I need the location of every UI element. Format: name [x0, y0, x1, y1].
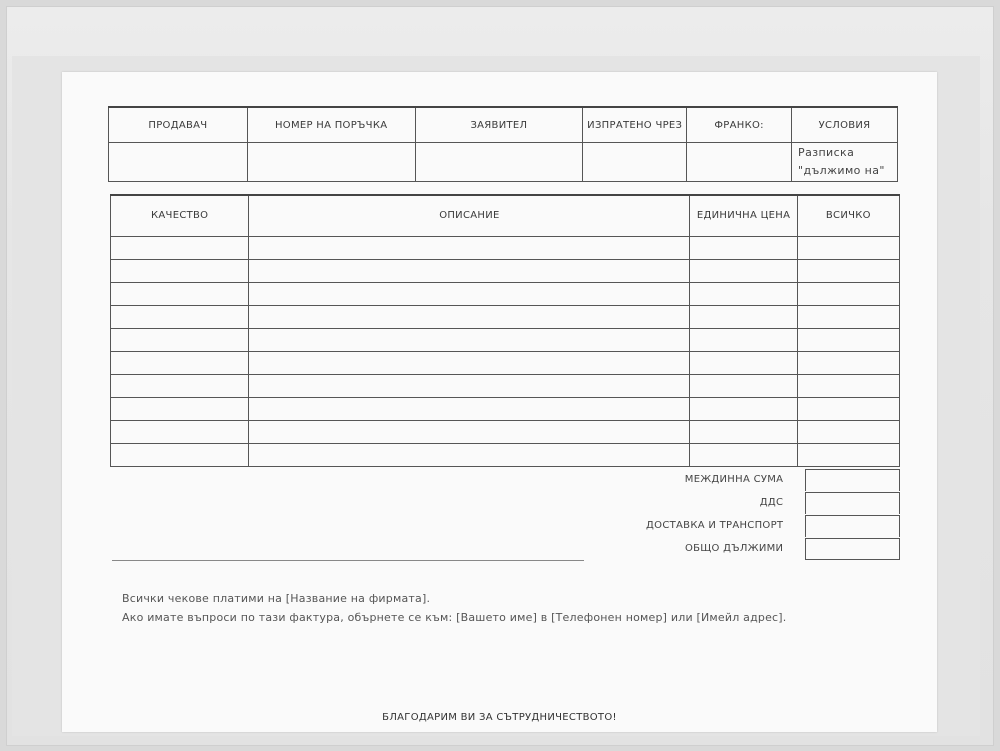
quantity-cell[interactable]: [111, 237, 249, 260]
subtotal-label: МЕЖДИННА СУМА: [684, 474, 784, 485]
line-total-header: ВСИЧКО: [797, 195, 899, 237]
line-total-cell[interactable]: [797, 421, 899, 444]
unit-price-header: ЕДИНИЧНА ЦЕНА: [690, 195, 797, 237]
requester-header: ЗАЯВИТЕЛ: [415, 107, 583, 143]
checks-note: Всички чекове платими на [Название на фирмата].: [122, 592, 431, 605]
seller-header: ПРОДАВАЧ: [109, 107, 248, 143]
terms-cell[interactable]: Разписка "дължимо на": [792, 143, 898, 182]
table-row: [111, 444, 900, 467]
description-header: ОПИСАНИЕ: [249, 195, 690, 237]
shipped-via-header: ИЗПРАТЕНО ЧРЕЗ: [583, 107, 687, 143]
description-cell[interactable]: [249, 237, 690, 260]
description-cell[interactable]: [249, 398, 690, 421]
order-number-cell[interactable]: [247, 143, 415, 182]
unit-price-cell[interactable]: [690, 421, 797, 444]
shipping-label: ДОСТАВКА И ТРАНСПОРТ: [646, 520, 784, 531]
table-row: [111, 283, 900, 306]
vat-row: [582, 491, 900, 514]
quantity-cell[interactable]: [111, 306, 249, 329]
shipping-row: [582, 514, 900, 537]
vat-label: ДДС: [759, 497, 784, 508]
quantity-cell[interactable]: [111, 352, 249, 375]
line-total-cell[interactable]: [797, 237, 899, 260]
terms-header: УСЛОВИЯ: [792, 107, 898, 143]
quantity-cell[interactable]: [111, 421, 249, 444]
unit-price-cell[interactable]: [690, 398, 797, 421]
quantity-cell[interactable]: [111, 444, 249, 467]
quantity-cell[interactable]: [111, 329, 249, 352]
line-total-cell[interactable]: [797, 375, 899, 398]
table-row: [111, 260, 900, 283]
unit-price-cell[interactable]: [690, 237, 797, 260]
shipped-via-cell[interactable]: [583, 143, 687, 182]
total-due-row: [582, 537, 900, 560]
invoice-page: [62, 72, 937, 732]
description-cell[interactable]: [249, 421, 690, 444]
table-row: [111, 329, 900, 352]
line-total-cell[interactable]: [797, 306, 899, 329]
quantity-cell[interactable]: [111, 375, 249, 398]
seller-cell[interactable]: [109, 143, 248, 182]
fob-header: ФРАНКО:: [687, 107, 792, 143]
total-due-field[interactable]: [805, 538, 900, 560]
table-row: [111, 375, 900, 398]
table-row: [111, 352, 900, 375]
description-cell[interactable]: [249, 260, 690, 283]
description-cell[interactable]: [249, 329, 690, 352]
description-cell[interactable]: [249, 306, 690, 329]
requester-cell[interactable]: [415, 143, 583, 182]
table-row: [111, 306, 900, 329]
subtotal-row: [582, 468, 900, 491]
table-row: [111, 421, 900, 444]
order-info-table: [108, 106, 898, 182]
total-due-label: ОБЩО ДЪЛЖИМИ: [684, 543, 784, 554]
line-total-cell[interactable]: [797, 260, 899, 283]
order-number-header: НОМЕР НА ПОРЪЧКА: [247, 107, 415, 143]
questions-note: Ако имате въпроси по тази фактура, обърнете се към: [Вашето име] в [Телефонен номер] или [Имейл адрес].: [122, 611, 787, 624]
table-row: [111, 398, 900, 421]
unit-price-cell[interactable]: [690, 375, 797, 398]
totals-block: [582, 468, 900, 560]
subtotal-field[interactable]: [805, 469, 900, 491]
quantity-cell[interactable]: [111, 398, 249, 421]
line-total-cell[interactable]: [797, 329, 899, 352]
line-total-cell[interactable]: [797, 444, 899, 467]
line-total-cell[interactable]: [797, 283, 899, 306]
fob-cell[interactable]: [687, 143, 792, 182]
line-total-cell[interactable]: [797, 352, 899, 375]
vat-field[interactable]: [805, 492, 900, 514]
shipping-field[interactable]: [805, 515, 900, 537]
line-total-cell[interactable]: [797, 398, 899, 421]
quantity-cell[interactable]: [111, 260, 249, 283]
table-row: [111, 237, 900, 260]
unit-price-cell[interactable]: [690, 283, 797, 306]
description-cell[interactable]: [249, 375, 690, 398]
unit-price-cell[interactable]: [690, 260, 797, 283]
quantity-cell[interactable]: [111, 283, 249, 306]
quantity-header: КАЧЕСТВО: [111, 195, 249, 237]
description-cell[interactable]: [249, 444, 690, 467]
line-items-table: [110, 194, 900, 467]
thank-you-text: БЛАГОДАРИМ ВИ ЗА СЪТРУДНИЧЕСТВОТО!: [382, 712, 617, 723]
unit-price-cell[interactable]: [690, 306, 797, 329]
divider-line: [112, 560, 584, 561]
line-items-body: [111, 237, 900, 467]
unit-price-cell[interactable]: [690, 329, 797, 352]
unit-price-cell[interactable]: [690, 444, 797, 467]
description-cell[interactable]: [249, 352, 690, 375]
unit-price-cell[interactable]: [690, 352, 797, 375]
description-cell[interactable]: [249, 283, 690, 306]
